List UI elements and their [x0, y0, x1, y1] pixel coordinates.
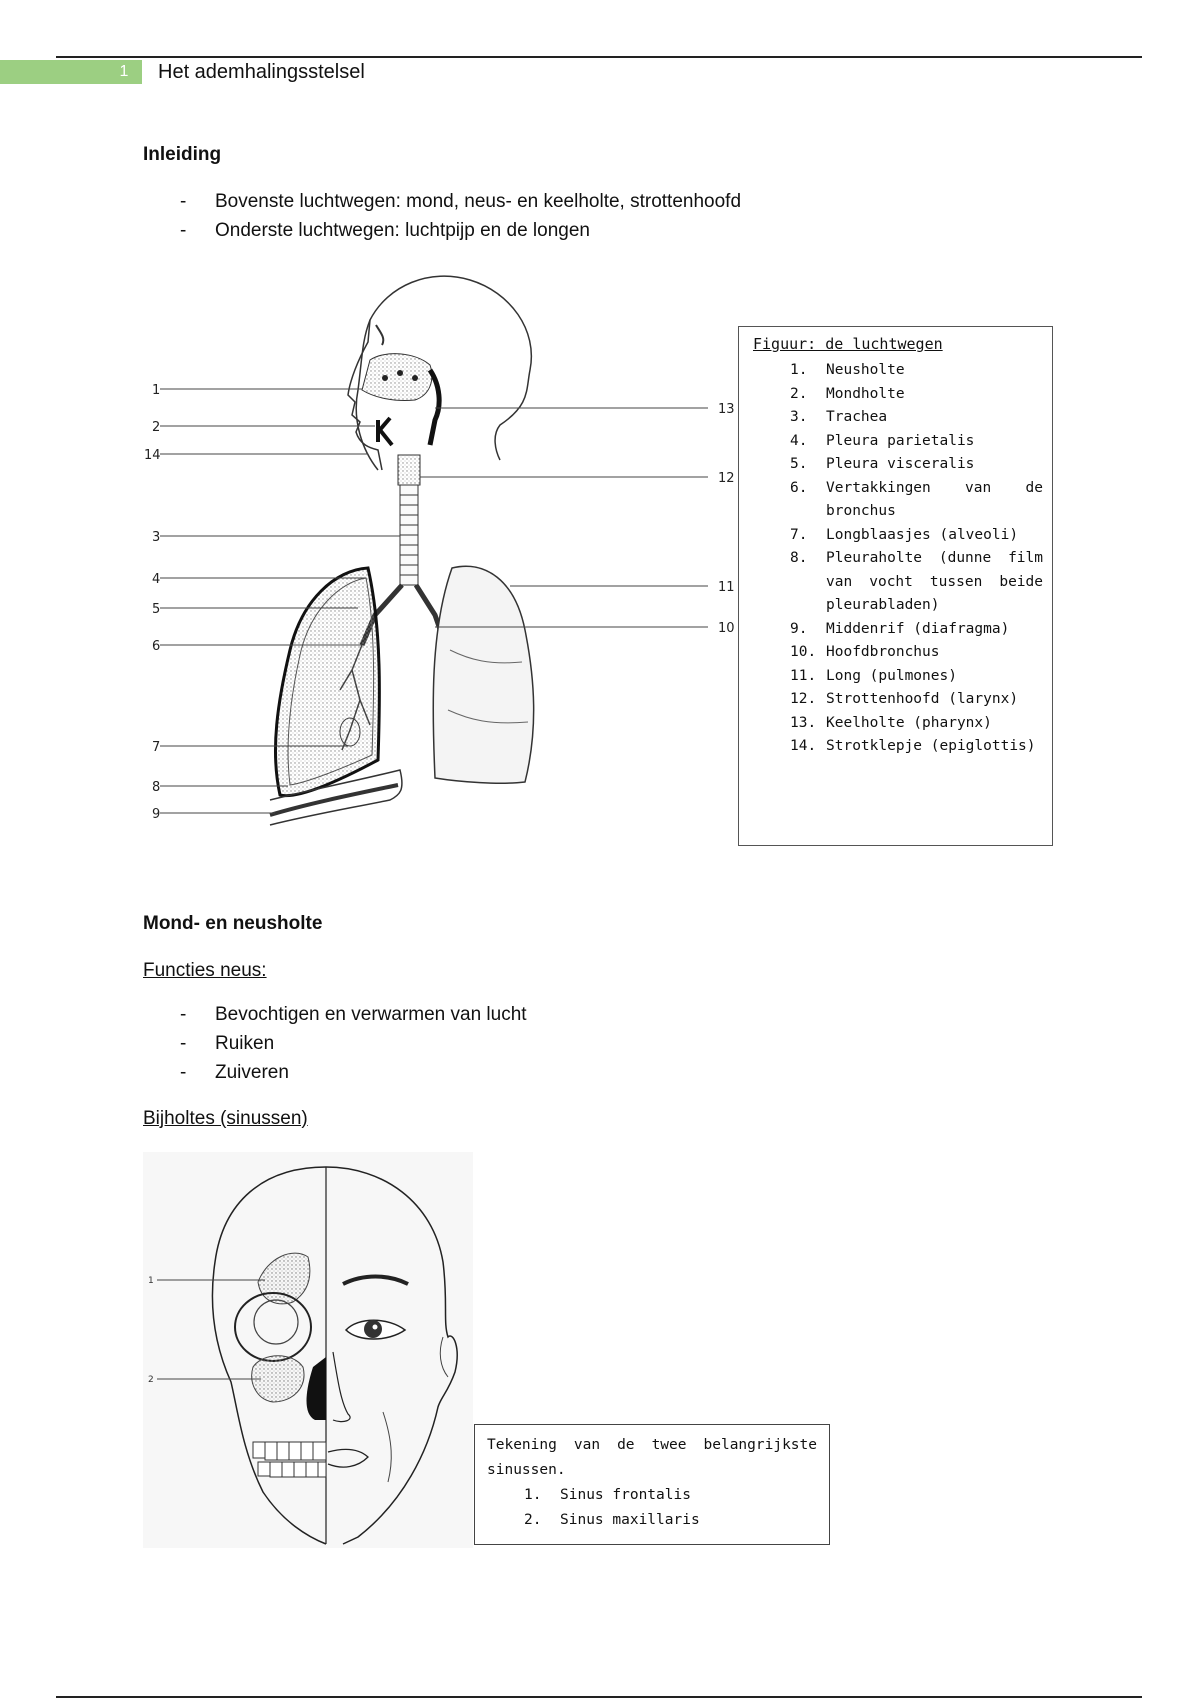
- sinuses-illustration: [143, 1152, 473, 1548]
- list-item: [753, 688, 1043, 712]
- list-item: [487, 1508, 817, 1533]
- list-item-text: Sinus frontalis: [560, 1487, 691, 1503]
- figure-label: 8: [152, 780, 161, 795]
- figure-label: 1: [152, 383, 161, 398]
- list-item-number: 2.: [790, 385, 808, 402]
- figure-label: 10: [718, 621, 735, 636]
- list-item: [753, 735, 1043, 759]
- list-item-text: Vertakkingen van de bronchus: [826, 479, 1043, 519]
- list-item-number: 2.: [524, 1512, 542, 1528]
- list-item-text: Hoofdbronchus: [826, 644, 940, 660]
- list-item-text: Middenrif (diafragma): [826, 620, 1010, 637]
- list-item: - Bovenste luchtwegen: mond, neus- en keelholte, strottenhoofd: [180, 188, 980, 216]
- list-item: - Ruiken: [180, 1030, 780, 1058]
- list-item-number: 7.: [790, 526, 808, 543]
- list-item-text: Bovenste luchtwegen: mond, neus- en keelholte, strottenhoofd: [215, 191, 742, 212]
- list-item-text: Neusholte: [826, 362, 905, 378]
- figure-label: 5: [152, 602, 161, 617]
- list-item: [753, 641, 1043, 665]
- sinus-caption-intro: Tekening van de twee belangrijkste sinussen.: [487, 1437, 817, 1478]
- list-item-text: Longblaasjes (alveoli): [826, 526, 1019, 543]
- list-item-text: Strottenhoofd (larynx): [826, 691, 1019, 707]
- list-item: [753, 665, 1043, 689]
- list-item: [753, 712, 1043, 736]
- list-item: [753, 453, 1043, 477]
- figure-caption-list: [753, 359, 1043, 759]
- list-item-text: Keelholte (pharynx): [826, 714, 992, 731]
- list-item: [753, 406, 1043, 430]
- list-item-number: 1.: [524, 1487, 542, 1503]
- list-item: [753, 618, 1043, 642]
- header-rule: [56, 56, 1142, 58]
- figure-label: 4: [152, 572, 161, 587]
- list-item: [753, 524, 1043, 548]
- list-item-text: Pleura parietalis: [826, 432, 975, 449]
- list-item-text: Mondholte: [826, 385, 905, 402]
- list-item-text: Onderste luchtwegen: luchtpijp en de longen: [215, 220, 590, 241]
- figure-label: 14: [144, 448, 161, 463]
- list-item-text: Ruiken: [215, 1033, 275, 1054]
- figure-label: 3: [152, 530, 161, 545]
- sinus-subheading: Bijholtes (sinussen): [143, 1108, 308, 1129]
- figure-label: 6: [152, 639, 161, 654]
- list-item-text: Sinus maxillaris: [560, 1512, 700, 1528]
- list-item-number: 1.: [790, 362, 808, 378]
- list-item-text: Trachea: [826, 409, 888, 425]
- figure-label: 9: [152, 807, 161, 822]
- list-item: - Onderste luchtwegen: luchtpijp en de longen: [180, 217, 980, 245]
- intro-heading: Inleiding: [143, 144, 222, 165]
- list-item-number: 3.: [790, 409, 808, 425]
- list-item-text: Pleura visceralis: [826, 456, 975, 472]
- list-item: [753, 430, 1043, 454]
- figure-caption-box: [738, 326, 1053, 846]
- list-item: [487, 1483, 817, 1508]
- figure-label: 11: [718, 580, 735, 595]
- functions-subheading: Functies neus:: [143, 960, 267, 981]
- chapter-title: Het ademhalingsstelsel: [158, 61, 365, 83]
- figure-label: 2: [148, 1375, 154, 1385]
- list-item-text: Pleuraholte (dunne film van vocht tussen beide pleurabladen): [826, 550, 1043, 613]
- list-item-number: 5.: [790, 456, 808, 472]
- page-number: 1: [119, 63, 129, 80]
- section-heading: Mond- en neusholte: [143, 913, 323, 934]
- list-item-text: Long (pulmones): [826, 667, 957, 684]
- sinus-caption-box: [474, 1424, 830, 1545]
- list-item: [753, 477, 1043, 524]
- figure-label: 1: [148, 1276, 154, 1286]
- list-item-text: Strotklepje (epiglottis): [826, 738, 1036, 754]
- list-item-number: 13.: [790, 714, 817, 731]
- list-item-text: Zuiveren: [215, 1062, 289, 1083]
- respiratory-tract-illustration: [130, 270, 750, 850]
- list-item-number: 8.: [790, 550, 808, 566]
- figure-label: 7: [152, 740, 161, 755]
- footer-rule: [56, 1696, 1142, 1698]
- figure-caption-title: Figuur: de luchtwegen: [753, 335, 943, 353]
- list-item: [753, 383, 1043, 407]
- list-item: - Zuiveren: [180, 1059, 780, 1087]
- figure-label: 12: [718, 471, 735, 486]
- list-item-number: 14.: [790, 738, 817, 754]
- list-item-number: 11.: [790, 667, 817, 684]
- list-item-number: 6.: [790, 479, 808, 496]
- list-item-number: 4.: [790, 432, 808, 449]
- list-item-number: 9.: [790, 620, 808, 637]
- list-item-number: 10.: [790, 644, 817, 660]
- list-item: - Bevochtigen en verwarmen van lucht: [180, 1001, 780, 1029]
- figure-label: 13: [718, 402, 735, 417]
- list-item: [753, 547, 1043, 618]
- list-item-number: 12.: [790, 691, 817, 707]
- figure-label: 2: [152, 420, 161, 435]
- list-item: [753, 359, 1043, 383]
- list-item-text: Bevochtigen en verwarmen van lucht: [215, 1004, 527, 1025]
